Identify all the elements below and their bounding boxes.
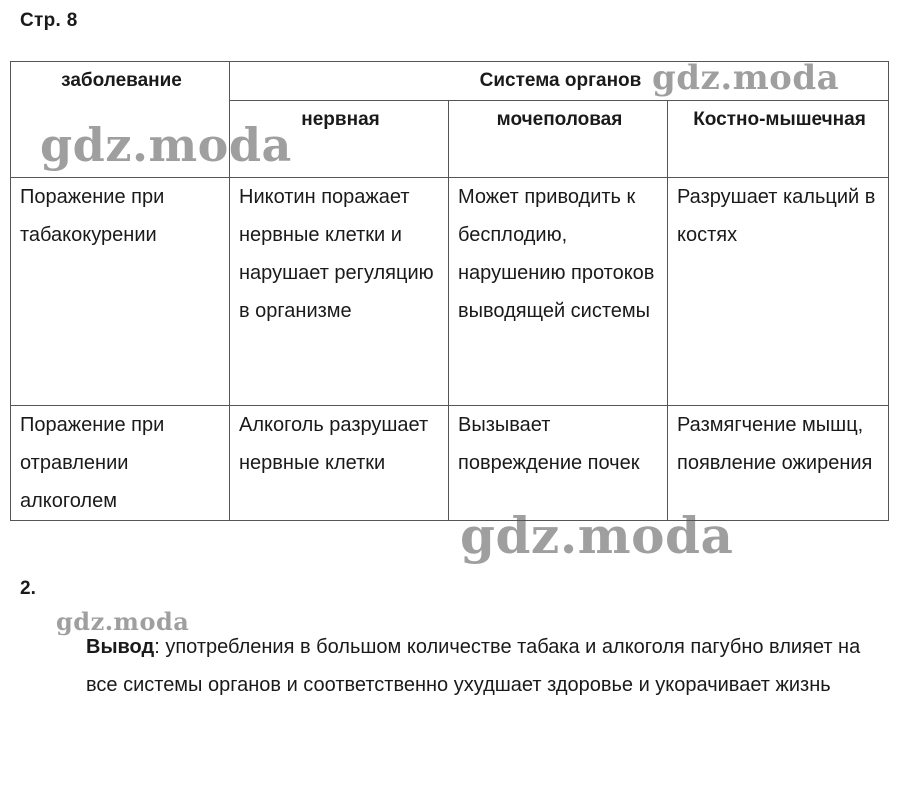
column-header-nervous: нервная [230, 101, 449, 178]
conclusion-text: : употребления в большом количестве табака и алкоголя пагубно влияет на все системы органов и соответственно ухудшает здоровье и укорачивает жизнь [86, 636, 861, 696]
watermark: gdz.moda [652, 58, 840, 98]
task-number: 2. [20, 578, 36, 599]
conclusion-label: Вывод [86, 636, 155, 658]
table-cell-disease: Поражение при табакокурении [11, 178, 230, 406]
table-cell-urogenital: Вызывает повреждение почек [449, 406, 668, 521]
column-header-urogenital: мочеполовая [449, 101, 668, 178]
table-cell-musculoskeletal: Разрушает кальций в костях [668, 178, 889, 406]
conclusion-paragraph [86, 628, 866, 704]
systems-header: Система органов [230, 62, 889, 101]
page-heading: Стр. 8 [20, 10, 78, 31]
watermark: gdz.moda [40, 118, 292, 172]
table-cell-urogenital: Может приводить к бесплодию, нарушению протоков выводящей системы [449, 178, 668, 406]
table-cell-nervous: Алкоголь разрушает нервные клетки [230, 406, 449, 521]
disease-header: заболевание [11, 62, 230, 178]
watermark: gdz.moda [56, 607, 190, 636]
watermark: gdz.moda [460, 506, 734, 565]
table-cell-musculoskeletal: Размягчение мышц, появление ожирения [668, 406, 889, 521]
table-row [11, 406, 889, 521]
column-header-musculoskeletal: Костно-мышечная [668, 101, 889, 178]
table-cell-nervous: Никотин поражает нервные клетки и нарушает регуляцию в организме [230, 178, 449, 406]
table-row [11, 178, 889, 406]
table-cell-disease: Поражение при отравлении алкоголем [11, 406, 230, 521]
